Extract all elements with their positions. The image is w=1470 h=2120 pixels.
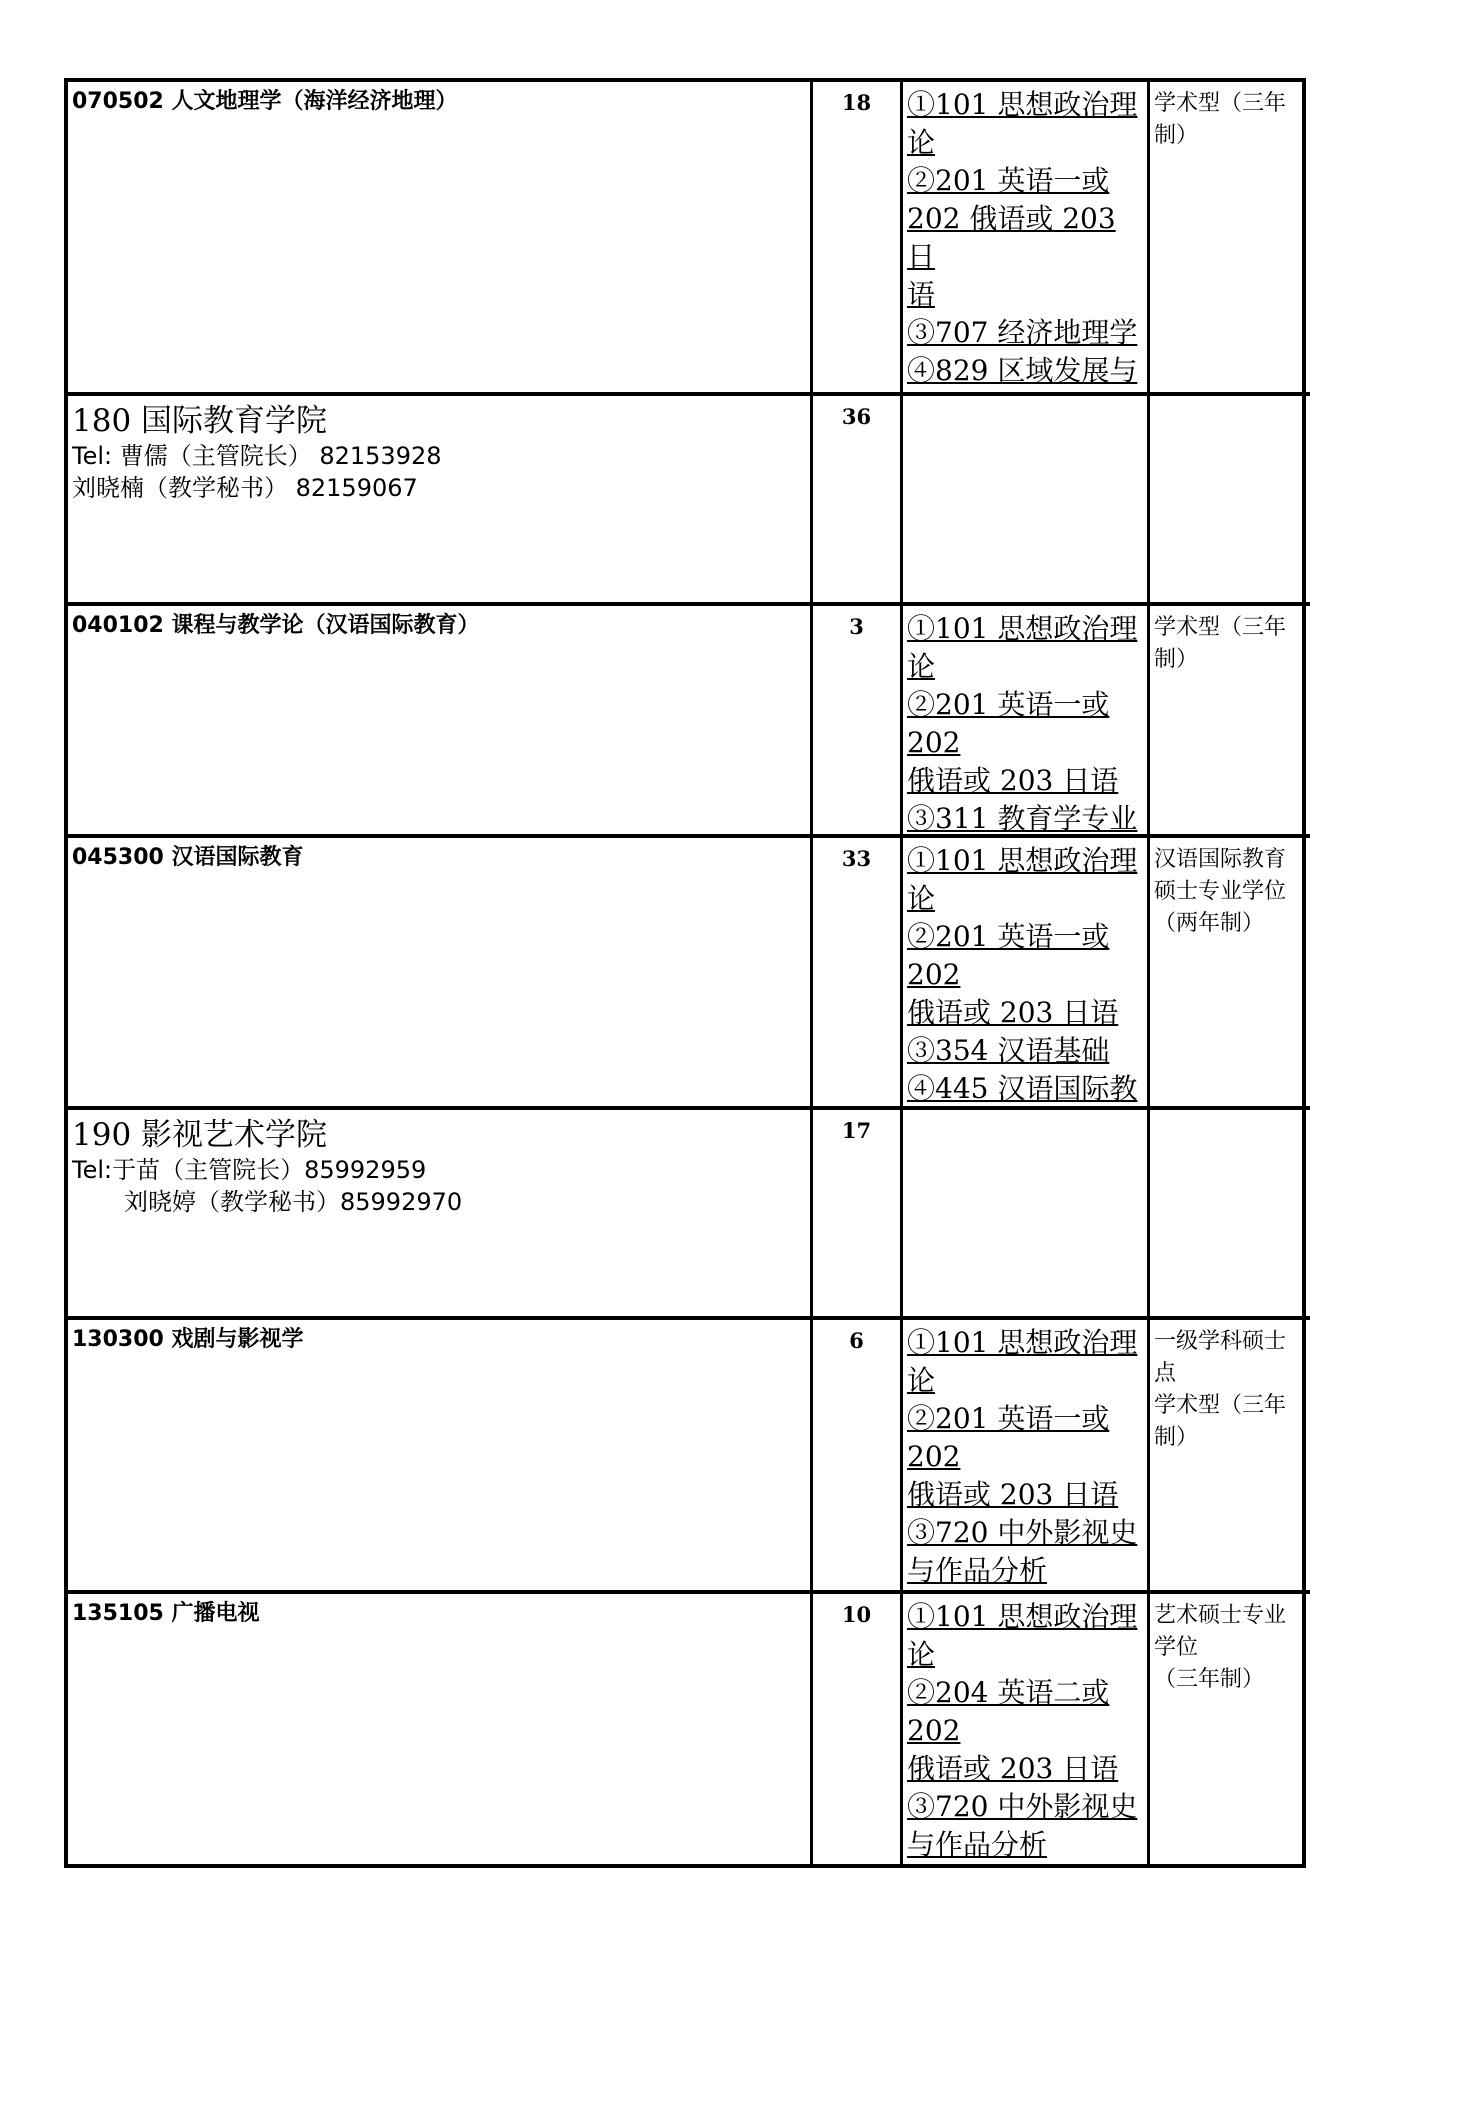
subject-line: 与作品分析 xyxy=(907,1828,1048,1861)
program-name: 戏剧与影视学 xyxy=(171,1327,304,1352)
type-line: 艺术硕士专业 xyxy=(1154,1603,1287,1628)
type-line: 制） xyxy=(1154,1425,1199,1450)
type-line: 学术型（三年 xyxy=(1154,91,1287,116)
subject-line: ①101 思想政治理 xyxy=(907,844,1138,877)
college-cell xyxy=(68,396,813,606)
subjects-cell xyxy=(903,1594,1150,1864)
subject-line: ②201 英语一或 202 xyxy=(907,920,1110,991)
subjects-cell xyxy=(903,82,1150,396)
type-line: 一级学科硕士 xyxy=(1154,1329,1287,1354)
subject-line: ①101 思想政治理 xyxy=(907,1600,1138,1633)
type-line: 汉语国际教育 xyxy=(1154,847,1287,872)
quota-cell: 36 xyxy=(813,396,903,606)
subject-line: 俄语或 203 日语 xyxy=(907,1752,1119,1785)
subject-line: ②201 英语一或 xyxy=(907,164,1110,197)
degree-type-cell xyxy=(1150,1594,1310,1864)
subjects-cell xyxy=(903,838,1150,1110)
type-line: 制） xyxy=(1154,647,1199,672)
type-line: 学位 xyxy=(1154,1635,1199,1660)
subject-line: ①101 思想政治理 xyxy=(907,612,1138,645)
subject-line: 与作品分析 xyxy=(907,1554,1048,1587)
empty-cell xyxy=(903,1110,1150,1320)
program-name: 广播电视 xyxy=(171,1601,260,1626)
program-cell xyxy=(68,82,813,396)
subject-line: ②204 英语二或 202 xyxy=(907,1676,1110,1747)
subjects-cell xyxy=(903,606,1150,838)
subject-line: 俄语或 203 日语 xyxy=(907,764,1119,797)
quota-cell: 33 xyxy=(813,838,903,1110)
subject-line: ④445 汉语国际教 xyxy=(907,1072,1138,1105)
type-line: 硕士专业学位 xyxy=(1154,879,1287,904)
college-contact: Tel:于苗（主管院长）85992959 xyxy=(72,1156,427,1184)
college-contact: Tel: 曹儒（主管院长） 82153928 xyxy=(72,442,442,470)
program-cell xyxy=(68,1320,813,1594)
type-line: （三年制） xyxy=(1154,1667,1265,1692)
college-title: 180 国际教育学院 xyxy=(72,403,328,439)
program-name: 人文地理学（海洋经济地理） xyxy=(171,89,458,114)
enrollment-table xyxy=(64,78,1306,1868)
subject-line: ①101 思想政治理 xyxy=(907,88,1138,121)
type-line: 制） xyxy=(1154,123,1199,148)
subject-line: ③720 中外影视史 xyxy=(907,1790,1138,1823)
subject-line: ②201 英语一或 202 xyxy=(907,688,1110,759)
subject-line: ③707 经济地理学 xyxy=(907,316,1138,349)
subject-line: 俄语或 203 日语 xyxy=(907,1478,1119,1511)
program-cell xyxy=(68,838,813,1110)
subject-line: ①101 思想政治理 xyxy=(907,1326,1138,1359)
program-code: 130300 xyxy=(72,1327,164,1352)
empty-cell xyxy=(1150,396,1310,606)
subject-line: 俄语或 203 日语 xyxy=(907,996,1119,1029)
subject-line: 论 xyxy=(907,650,936,683)
program-name: 课程与教学论（汉语国际教育） xyxy=(171,613,480,638)
subject-line: 论 xyxy=(907,126,936,159)
empty-cell xyxy=(903,396,1150,606)
degree-type-cell xyxy=(1150,82,1310,396)
program-code: 045300 xyxy=(72,845,164,870)
degree-type-cell xyxy=(1150,1320,1310,1594)
program-code: 040102 xyxy=(72,613,164,638)
subject-line: 论 xyxy=(907,882,936,915)
subject-line: 语 xyxy=(907,278,936,311)
type-line: 学术型（三年 xyxy=(1154,1393,1287,1418)
quota-cell: 18 xyxy=(813,82,903,396)
type-line: 学术型（三年 xyxy=(1154,615,1287,640)
college-title: 190 影视艺术学院 xyxy=(72,1117,328,1153)
degree-type-cell xyxy=(1150,838,1310,1110)
type-line: 点 xyxy=(1154,1361,1177,1386)
subject-line: 论 xyxy=(907,1364,936,1397)
subject-line: ③311 教育学专业 xyxy=(907,802,1138,835)
degree-type-cell xyxy=(1150,606,1310,838)
quota-cell: 3 xyxy=(813,606,903,838)
program-name: 汉语国际教育 xyxy=(171,845,304,870)
subject-line: ④829 区域发展与 xyxy=(907,354,1138,387)
type-line: （两年制） xyxy=(1154,911,1265,936)
subject-line: ③720 中外影视史 xyxy=(907,1516,1138,1549)
subject-line: 202 俄语或 203 日 xyxy=(907,202,1116,273)
program-cell xyxy=(68,1594,813,1864)
program-cell xyxy=(68,606,813,838)
college-contact: 刘晓婷（教学秘书）85992970 xyxy=(124,1188,463,1216)
program-code: 070502 xyxy=(72,89,164,114)
college-contact: 刘晓楠（教学秘书） 82159067 xyxy=(72,474,418,502)
program-code: 135105 xyxy=(72,1601,164,1626)
quota-cell: 6 xyxy=(813,1320,903,1594)
subject-line: ②201 英语一或 202 xyxy=(907,1402,1110,1473)
subjects-cell xyxy=(903,1320,1150,1594)
subject-line: ③354 汉语基础 xyxy=(907,1034,1110,1067)
subject-line: 论 xyxy=(907,1638,936,1671)
college-cell xyxy=(68,1110,813,1320)
quota-cell: 17 xyxy=(813,1110,903,1320)
quota-cell: 10 xyxy=(813,1594,903,1864)
empty-cell xyxy=(1150,1110,1310,1320)
